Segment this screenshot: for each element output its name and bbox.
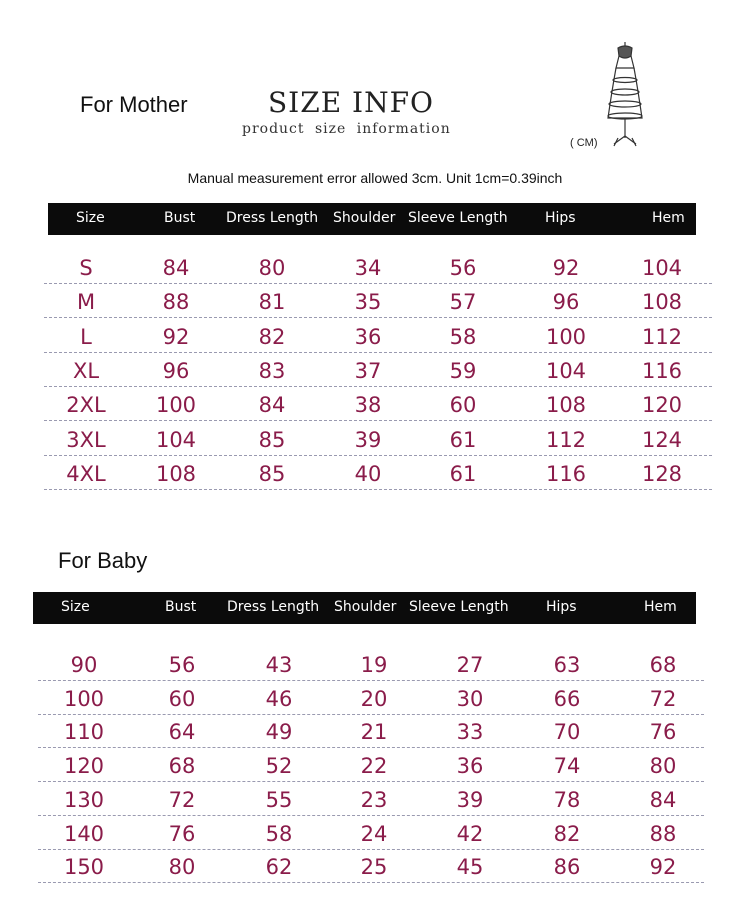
table-cell: XL [72,358,100,383]
table-row [38,852,704,883]
header-bust: Bust [164,210,196,226]
table-cell: 30 [456,686,484,711]
table-cell: 23 [360,787,388,812]
table-cell: 84 [649,787,677,812]
table-cell: 104 [545,358,587,383]
table-cell: 85 [258,461,286,486]
table-cell: 74 [553,754,581,779]
table-cell: 43 [265,653,293,677]
table-cell: 90 [70,653,98,677]
table-cell: 104 [641,256,683,280]
table-cell: 64 [168,720,196,745]
table-cell: 86 [553,855,581,880]
table-cell: 35 [354,290,382,315]
table-cell: 80 [649,754,677,779]
table-cell: 120 [641,393,683,418]
table-cell: 58 [265,821,293,846]
table-cell: 104 [155,427,197,452]
table-cell: L [80,324,92,349]
table-cell: 52 [265,754,293,779]
table-row [38,785,704,816]
table-cell: 38 [354,393,382,418]
table-cell: 80 [258,256,286,280]
table-cell: M [76,290,96,315]
baby-table-header [33,592,696,624]
table-cell: 62 [265,855,293,880]
table-cell: 84 [162,256,190,280]
header-hips: Hips [546,599,577,615]
table-cell: 88 [162,290,190,315]
table-cell: 78 [553,787,581,812]
table-cell: S [79,256,93,280]
table-cell: 100 [63,686,105,711]
table-row [44,253,712,284]
header-shoulder: Shoulder [334,599,397,615]
header-size: Size [76,210,105,226]
table-row [44,287,712,318]
table-cell: 81 [258,290,286,315]
table-cell: 116 [545,461,587,486]
header-dress-length: Dress Length [227,599,320,615]
table-cell: 82 [553,821,581,846]
table-cell: 33 [456,720,484,745]
table-cell: 85 [258,427,286,452]
header-sleeve-length: Sleeve Length [408,210,508,226]
table-row [44,356,712,387]
header-hem: Hem [644,599,677,615]
table-cell: 112 [545,427,587,452]
table-cell: 88 [649,821,677,846]
table-cell: 120 [63,754,105,779]
table-cell: 92 [162,324,190,349]
table-cell: 34 [354,256,382,280]
table-cell: 39 [456,787,484,812]
size-info-title: SIZE INFO [268,86,434,119]
measurement-note: Manual measurement error allowed 3cm. Unit 1cm=0.39inch [187,170,563,186]
table-cell: 2XL [66,393,106,418]
mother-table-header [48,203,696,235]
table-row [44,390,712,421]
table-row [44,322,712,353]
table-cell: 61 [449,461,477,486]
unit-label: ( CM) [570,137,598,149]
size-info-subtitle: product size information [242,121,451,137]
table-row [44,459,712,490]
mother-section-label: For Mother [80,92,188,117]
table-cell: 72 [168,787,196,812]
table-cell: 80 [168,855,196,880]
table-cell: 60 [449,393,477,418]
table-cell: 72 [649,686,677,711]
table-cell: 21 [360,720,388,745]
table-cell: 42 [456,821,484,846]
table-cell: 96 [162,358,190,383]
table-cell: 3XL [66,427,106,452]
table-cell: 68 [168,754,196,779]
table-cell: 45 [456,855,484,880]
header-shoulder: Shoulder [333,210,396,226]
baby-section-label: For Baby [58,548,148,573]
table-cell: 49 [265,720,293,745]
table-cell: 92 [552,256,580,280]
table-cell: 108 [155,461,197,486]
table-row [38,751,704,782]
table-cell: 63 [553,653,581,677]
table-cell: 110 [63,720,105,745]
table-cell: 84 [258,393,286,418]
table-cell: 36 [456,754,484,779]
table-cell: 39 [354,427,382,452]
table-cell: 76 [168,821,196,846]
table-row [38,650,704,681]
table-row [38,717,704,748]
table-cell: 92 [649,855,677,880]
table-cell: 124 [641,427,683,452]
table-cell: 61 [449,427,477,452]
table-cell: 83 [258,358,286,383]
table-cell: 59 [449,358,477,383]
table-cell: 56 [168,653,196,677]
table-cell: 130 [63,787,105,812]
table-cell: 108 [545,393,587,418]
header-sleeve-length: Sleeve Length [409,599,509,615]
table-cell: 24 [360,821,388,846]
table-cell: 19 [360,653,388,677]
table-row [38,684,704,715]
table-cell: 150 [63,855,105,880]
table-cell: 57 [449,290,477,315]
table-cell: 140 [63,821,105,846]
table-row [44,425,712,456]
table-cell: 76 [649,720,677,745]
table-cell: 25 [360,855,388,880]
table-cell: 82 [258,324,286,349]
table-cell: 46 [265,686,293,711]
table-cell: 55 [265,787,293,812]
table-cell: 37 [354,358,382,383]
table-cell: 22 [360,754,388,779]
table-cell: 66 [553,686,581,711]
table-cell: 100 [155,393,197,418]
table-cell: 60 [168,686,196,711]
header-size: Size [61,599,90,615]
table-row [38,819,704,850]
table-cell: 36 [354,324,382,349]
table-cell: 112 [641,324,683,349]
table-cell: 70 [553,720,581,745]
header-bust: Bust [165,599,197,615]
table-cell: 58 [449,324,477,349]
table-cell: 27 [456,653,484,677]
table-cell: 108 [641,290,683,315]
table-cell: 20 [360,686,388,711]
table-cell: 100 [545,324,587,349]
header-hips: Hips [545,210,576,226]
table-cell: 68 [649,653,677,677]
header-hem: Hem [652,210,685,226]
table-cell: 128 [641,461,683,486]
table-cell: 4XL [66,461,106,486]
table-cell: 56 [449,256,477,280]
table-cell: 96 [552,290,580,315]
table-cell: 116 [641,358,683,383]
header-dress-length: Dress Length [226,210,319,226]
table-cell: 40 [354,461,382,486]
dress-form-icon [600,40,650,150]
